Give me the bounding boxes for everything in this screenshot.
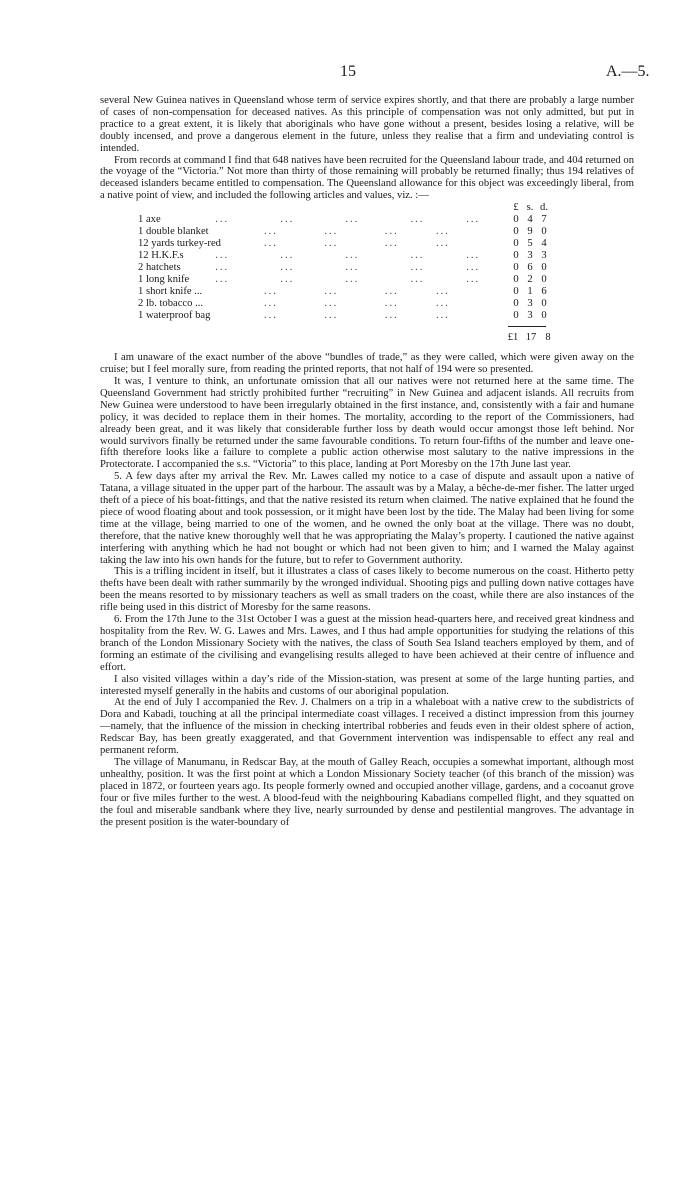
value-pence: 3 xyxy=(541,250,547,262)
paragraph-compensation-continued: several New Guinea natives in Queensland whose term of service expires shortly, and that there are probably a large number of cases of non-compensation for deceased natives. As this principle of compensation was not only admitted, but put in practice to a great extent, it is likely that aboriginals who have gone without a present, besides losing a relative, will be doubly incensed, and prove a dangerous element in the future, unless they realise that a firm and undeviating control is intended. xyxy=(100,95,634,154)
value-pence: 0 xyxy=(541,274,547,286)
value-shillings: 9 xyxy=(527,226,533,238)
value-pence: 4 xyxy=(541,238,547,250)
value-shillings: 4 xyxy=(527,214,533,226)
item-name: 2 hatchets xyxy=(138,262,181,274)
total-shillings: 17 xyxy=(525,332,537,344)
dot-leader: ... ... ... ... xyxy=(250,226,450,238)
table-row xyxy=(100,274,634,286)
dot-leader: ... ... ... ... ... xyxy=(192,274,481,286)
table-row xyxy=(100,286,634,298)
table-row xyxy=(100,238,634,250)
item-name: 1 waterproof bag xyxy=(138,310,211,322)
trade-goods-table xyxy=(100,202,634,352)
total-rule xyxy=(508,326,546,327)
table-row xyxy=(100,310,634,322)
paragraph-trifling-incident: This is a trifling incident in itself, but it illustrates a class of cases likely to become numerous on the coast. Hitherto petty thefts have been dealt with rather summarily by the wronged individual. Shooting pigs and pulling down native cottages have been the means resorted to by missionary teachers as well as small traders on the coast, while there are also instances of the rifle being used in this district of Moresby for the same reasons. xyxy=(100,566,634,614)
dot-leader: ... ... ... ... xyxy=(250,310,450,322)
value-shillings: 3 xyxy=(527,310,533,322)
dot-leader: ... ... ... ... ... xyxy=(192,262,481,274)
item-name: 12 H.K.F.s xyxy=(138,250,184,262)
dot-leader: ... ... ... ... xyxy=(250,298,450,310)
value-pounds: 0 xyxy=(513,214,519,226)
currency-shillings-header: s. xyxy=(526,202,534,214)
paragraph-recruitment-records: From records at command I find that 648 natives have been recruited for the Queensland labour trade, and 404 returned on the voyage of the “Victoria.” Not more than thirty of those remaining will probably be returned finally; thus 194 relatives of deceased islanders became entitled to compensation. The Queensland allowance for this object was exceedingly liberal, from a native point of view, and included the following articles and values, viz. :— xyxy=(100,154,634,202)
value-pence: 0 xyxy=(541,262,547,274)
value-pence: 0 xyxy=(541,310,547,322)
item-name: 1 short knife ... xyxy=(138,286,203,298)
value-pence: 0 xyxy=(541,226,547,238)
body-text xyxy=(100,95,634,828)
item-name: 12 yards turkey-red xyxy=(138,238,221,250)
value-pounds: 0 xyxy=(513,274,519,286)
table-row xyxy=(100,250,634,262)
paragraph-bundles-of-trade: I am unaware of the exact number of the above “bundles of trade,” as they were called, which were given away on the cruise; but I feel morally sure, from reading the printed reports, that not half of 194 were so presented. xyxy=(100,352,634,376)
table-row xyxy=(100,262,634,274)
paragraph-section-5: 5. A few days after my arrival the Rev. Mr. Lawes called my notice to a case of dispute and assault upon a native of Tatana, a village situated in the upper part of the harbour. The assault was by a Malay, a bêche-de-mer fisher. The latter urged theft of a piece of his boat-fittings, and that the native resisted its return when claimed. The native explained that he found the piece of wood floating about and took possession, or it might have been lost by the tide. The Malay had been living for some time at the village, being married to one of the women, and he owned the only boat at the village. There was no doubt, therefore, that the native knew thoroughly well that he was appropriating the Malay’s property. I cautioned the native against interfering with anything which he had not bought or which had not been given to him; and I warned the Malay against taking the law into his own hands for the future, but to refer to Government authority. xyxy=(100,471,634,566)
paragraph-unfortunate-omission: It was, I venture to think, an unfortunate omission that all our natives were not returned here at the same time. The Queensland Government had strictly prohibited further “recruiting” in New Guinea and adjacent islands. All recruits from New Guinea were understood to have been irregularly obtained in the first instance, and, consistently with a fair and humane policy, it was decided to replace them in their homes. The mortality, according to the report of the Commissioners, had already been great, and it was likely that considerable further loss by death would occur amongst those left behind. Nor would survivors finally be returned under the same favourable conditions. To return four-fifths of the number and leave one-fifth therefore looks like a failure to complete a public action otherwise most salutary to the native impressions in the Protectorate. I accompanied the s.s. “Victoria” to this place, landing at Port Moresby on the 17th June last year. xyxy=(100,375,634,471)
value-pence: 0 xyxy=(541,298,547,310)
value-pounds: 0 xyxy=(513,226,519,238)
value-pounds: 0 xyxy=(513,286,519,298)
value-pence: 6 xyxy=(541,286,547,298)
item-name: 1 axe xyxy=(138,214,161,226)
value-shillings: 1 xyxy=(527,286,533,298)
value-pounds: 0 xyxy=(513,250,519,262)
item-name: 1 long knife xyxy=(138,274,190,286)
value-shillings: 6 xyxy=(527,262,533,274)
dot-leader: ... ... ... ... xyxy=(250,286,450,298)
total-pence: 8 xyxy=(545,332,551,344)
value-shillings: 5 xyxy=(527,238,533,250)
value-shillings: 2 xyxy=(527,274,533,286)
dot-leader: ... ... ... ... xyxy=(250,238,450,250)
value-pounds: 0 xyxy=(513,298,519,310)
paragraph-manumanu: The village of Manumanu, in Redscar Bay, at the mouth of Galley Reach, occupies a somewhat important, although most unhealthy, position. It was the first point at which a London Missionary Society teacher (of this branch of the mission) was placed in 1872, or fourteen years ago. Its people formerly owned and occupied another village, gardens, and a cocoanut grove four or five miles further to the west. A blood-feud with the neighbouring Kabadians compelled flight, and they squatted on the foul and miserable sandbank where they live, nearly surrounded by dense and pestilential mangroves. The advantage in the present position is the water-boundary of xyxy=(100,756,634,828)
currency-pounds-header: £ xyxy=(513,202,519,214)
paragraph-chalmers-trip: At the end of July I accompanied the Rev. J. Chalmers on a trip in a whaleboat with a native crew to the subdistricts of Dora and Kabadi, touching at all the principal intermediate coast villages. I received a distinct impression from this journey—namely, that the influence of the mission in checking intertribal robberies and feuds even in their oldest sphere of action, Redscar Bay, has been greatly exaggerated, and that Government intervention was indispensable to effect any real and permanent reform. xyxy=(100,697,634,757)
item-name: 1 double blanket xyxy=(138,226,209,238)
page-number: 15 xyxy=(340,63,356,80)
total-row xyxy=(100,332,634,344)
value-pounds: 0 xyxy=(513,238,519,250)
total-pounds: £1 xyxy=(507,332,519,344)
paragraph-section-6: 6. From the 17th June to the 31st October I was a guest at the mission head-quarters here, and received great kindness and hospitality from the Rev. W. G. Lawes and Mrs. Lawes, and I thus had ample opportunities for studying the relations of this branch of the London Missionary Society with the natives, the class of South Sea Island teachers employed by them, and of forming an estimate of the civilising and evangelising results alleged to have been achieved at their centre of influence and effort. xyxy=(100,614,634,673)
item-name: 2 lb. tobacco ... xyxy=(138,298,204,310)
document-code: A.—5. xyxy=(606,63,650,80)
table-row xyxy=(100,226,634,238)
dot-leader: ... ... ... ... ... xyxy=(192,214,481,226)
value-shillings: 3 xyxy=(527,250,533,262)
value-pounds: 0 xyxy=(513,262,519,274)
dot-leader: ... ... ... ... ... xyxy=(192,250,481,262)
value-pence: 7 xyxy=(541,214,547,226)
value-pounds: 0 xyxy=(513,310,519,322)
value-shillings: 3 xyxy=(527,298,533,310)
currency-pence-header: d. xyxy=(540,202,548,214)
table-row xyxy=(100,214,634,226)
table-row xyxy=(100,298,634,310)
paragraph-village-visits: I also visited villages within a day’s ride of the Mission-station, was present at some of the large hunting parties, and interested myself generally in the habits and customs of our aboriginal population. xyxy=(100,673,634,697)
